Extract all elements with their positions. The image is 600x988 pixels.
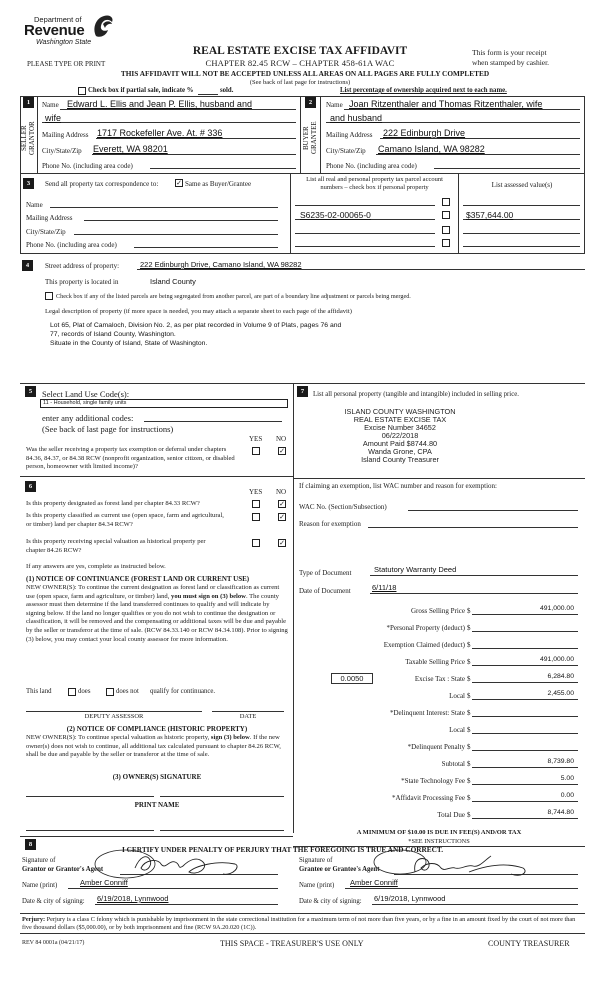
same-as-buyer-label: Same as Buyer/Grantee <box>185 180 252 188</box>
street-address-value[interactable]: 222 Edinburgh Drive, Camano Island, WA 98282 <box>140 260 302 269</box>
qualify-label: qualify for continuance. <box>150 688 216 695</box>
buyer-name-label: Name <box>326 101 343 109</box>
section-3-badge: 3 <box>23 178 34 189</box>
amount-label: Local <box>449 692 465 700</box>
exemption-question: Was the seller receiving a property tax exemption or deferral under chapters 84.36, 84.37, or 84.38 RCW (nonprofit organization, senior citizen, or disabled person, homeowner with limited income)? <box>26 446 235 470</box>
partial-sale-percent-field[interactable] <box>198 87 218 95</box>
land-use-select[interactable] <box>40 399 288 408</box>
local-rate-value: 0.0050 <box>340 674 364 683</box>
personal-property-checkbox[interactable] <box>442 226 450 234</box>
amount-label: Exemption Claimed (deduct) <box>383 641 465 649</box>
doc-type-label: Type of Document <box>299 569 352 577</box>
stamp-line: Amount Paid $8744.80 <box>362 439 438 448</box>
partial-sale-label: Check box if partial sale, indicate % <box>88 87 194 94</box>
buyer-city-value[interactable]: Camano Island, WA 98282 <box>378 144 485 154</box>
forest-no-checkbox[interactable]: ✓ <box>279 500 285 508</box>
seller-city-label: City/State/Zip <box>42 147 82 155</box>
grantor-label: GRANTOR <box>28 121 36 155</box>
grantee-date-label: Date & city of signing: <box>299 898 362 905</box>
amount-label: Taxable Selling Price <box>405 658 465 666</box>
doc-date-label: Date of Document <box>299 587 351 595</box>
corr-name-field[interactable] <box>50 199 278 208</box>
amount-label: Subtotal <box>441 760 465 768</box>
currency-symbol: $ <box>467 811 471 819</box>
parcel-header-2: numbers – check box if personal property <box>320 184 429 191</box>
seller-mailing-label: Mailing Address <box>42 131 89 139</box>
reason-field[interactable] <box>368 518 578 528</box>
segregated-checkbox[interactable] <box>45 292 53 300</box>
exemption-claim-label: If claiming an exemption, list WAC number and reason for exemption: <box>299 482 497 490</box>
grantee-sig-label-2: Grantee or Grantee's Agent <box>299 866 380 873</box>
receipt-note-2: when stamped by cashier. <box>472 58 550 67</box>
logo-state: Washington State <box>36 39 92 46</box>
notice-continuance-bold: you must sign on (3) below <box>171 592 246 600</box>
currency-symbol: $ <box>467 760 471 768</box>
amount-value: 491,000.00 <box>539 605 574 612</box>
amount-field[interactable] <box>472 622 578 632</box>
seller-name-line2[interactable]: wife <box>45 113 62 123</box>
corr-city-label: City/State/Zip <box>26 228 66 236</box>
parcel-number-value[interactable]: S6235-02-00065-0 <box>300 210 371 220</box>
seller-city-value[interactable]: Everett, WA 98201 <box>93 144 168 154</box>
does-not-label: does not <box>116 688 139 695</box>
amount-value: 8,739.80 <box>547 758 574 765</box>
amount-label: Gross Selling Price <box>410 607 465 615</box>
notice-compliance-title: (2) NOTICE OF COMPLIANCE (HISTORIC PROPERTY) <box>66 725 248 733</box>
assessed-value-field[interactable] <box>463 197 580 206</box>
currency-symbol: $ <box>467 607 471 615</box>
currency-symbol: $ <box>467 658 471 666</box>
form-id: REV 84 0001a (04/21/17) <box>22 940 85 946</box>
seller-mailing-value[interactable]: 1717 Rockefeller Ave. At. # 336 <box>97 128 223 138</box>
buyer-name-line1[interactable]: Joan Ritzenthaler and Thomas Ritzenthaler, wife <box>349 99 543 109</box>
amount-label: *Delinquent Interest: State <box>389 709 465 717</box>
amount-value: 491,000.00 <box>539 656 574 663</box>
does-not-checkbox[interactable] <box>106 688 114 696</box>
notice-continuance-text <box>26 584 288 644</box>
amount-value: 5.00 <box>560 775 574 782</box>
reason-label: Reason for exemption <box>299 520 361 528</box>
warning-text: THIS AFFIDAVIT WILL NOT BE ACCEPTED UNLESS ALL AREAS ON ALL PAGES ARE FULLY COMPLETED <box>120 69 490 78</box>
current-use-no-checkbox[interactable]: ✓ <box>279 513 285 521</box>
partial-sale-checkbox[interactable] <box>78 87 86 95</box>
grantor-date-value[interactable]: 6/19/2018, Lynnwood <box>97 894 169 903</box>
currency-symbol: $ <box>467 709 471 717</box>
historical-yes-checkbox[interactable] <box>252 539 260 547</box>
doc-date-value[interactable]: 6/11/18 <box>372 583 397 592</box>
corr-phone-field[interactable] <box>134 239 278 248</box>
stamp-line: ISLAND COUNTY WASHINGTON <box>344 407 456 416</box>
perjury-notice <box>22 916 584 932</box>
buyer-mailing-label: Mailing Address <box>326 131 373 139</box>
assessor-date-label: DATE <box>239 713 257 720</box>
notice-compliance-bold: sign (3) below <box>210 734 250 741</box>
corr-city-field[interactable] <box>74 226 278 235</box>
doc-type-value[interactable]: Statutory Warranty Deed <box>374 565 457 574</box>
perjury-text: Perjury is a class C felony which is punishable by imprisonment in the state correctional institution for a maximum term of not more than five years, or by a fine in an amount fixed by the court of not more than five thousand dollars ($5,000.00), or by both imprisonment and fine (RCW 9A.20.020 (1C)). <box>22 916 576 931</box>
section-2-badge: 2 <box>305 97 316 108</box>
buyer-label: BUYER <box>302 126 310 150</box>
currency-symbol: $ <box>467 675 471 683</box>
local-rate-box[interactable] <box>331 673 373 684</box>
form-title: REAL ESTATE EXCISE TAX AFFIDAVIT <box>192 45 408 57</box>
stamp-line: 06/22/2018 <box>381 431 419 440</box>
receipt-note-1: This form is your receipt <box>472 48 547 57</box>
stamp-line: Island County Treasurer <box>361 455 439 464</box>
historical-no-checkbox[interactable]: ✓ <box>279 539 285 547</box>
personal-property-checkbox[interactable] <box>442 239 450 247</box>
notice-continuance-title: (1) NOTICE OF CONTINUANCE (FOREST LAND OR CURRENT USE) <box>26 575 250 583</box>
assessed-value-field[interactable] <box>463 225 580 234</box>
assessed-header: List assessed value(s) <box>491 181 553 189</box>
assessed-value-field[interactable] <box>463 238 580 247</box>
exemption-yes-checkbox[interactable] <box>252 447 260 455</box>
buyer-name-line2[interactable]: and husband <box>330 113 383 123</box>
see-instructions-note: *SEE INSTRUCTIONS <box>408 838 470 845</box>
land-use-value: 11 - Household, single family units <box>43 400 127 406</box>
section-4-badge: 4 <box>22 260 33 271</box>
legal-description-line[interactable]: 77, records of Island County, Washington. <box>50 331 176 338</box>
corr-name-label: Name <box>26 201 43 209</box>
notice-compliance-text-b: . If the new owner(s) does not wish to continue, all additional tax calculated pursuant to chapter 84.26 RCW, shall be due and payable by the seller or transferor at the time of sale. <box>26 734 281 759</box>
stamp-line: Excise Number 34652 <box>364 423 436 432</box>
corr-mailing-field[interactable] <box>84 212 278 221</box>
legal-description-line[interactable]: Situate in the County of Island, State of Washington. <box>50 340 208 347</box>
this-land-label: This land <box>26 688 52 695</box>
amount-value: 0.00 <box>560 792 574 799</box>
personal-property-checkbox[interactable] <box>442 198 450 206</box>
historical-question: Is this property receiving special valuation as historical property per chapter 84.26 RCW? <box>26 538 206 554</box>
grantor-name-value[interactable]: Amber Conniff <box>80 878 128 887</box>
buyer-phone-field[interactable] <box>434 160 580 169</box>
seller-phone-label: Phone No. (including area code) <box>42 162 133 170</box>
owner-signature-label: (3) OWNER(S) SIGNATURE <box>112 773 202 781</box>
currency-symbol: $ <box>467 641 471 649</box>
grantor-sig-label-2: Grantor or Grantor's Agent <box>22 866 104 873</box>
amount-value: 2,455.00 <box>547 690 574 697</box>
parcel-number-field[interactable] <box>295 197 435 206</box>
personal-property-label: List all personal property (tangible and intangible) included in selling price. <box>313 391 519 398</box>
amount-value: 6,284.80 <box>547 673 574 680</box>
grantee-sig-label-1: Signature of <box>299 857 333 864</box>
currency-symbol: $ <box>467 794 471 802</box>
buyer-city-label: City/State/Zip <box>326 147 366 155</box>
deputy-assessor-label: DEPUTY ASSESSOR <box>84 713 144 720</box>
print-name-label: PRINT NAME <box>134 801 180 809</box>
amount-label: *State Technology Fee <box>401 777 465 785</box>
wac-field[interactable] <box>408 501 578 511</box>
no-header: NO <box>276 488 287 496</box>
treasurer-stamp <box>330 408 470 464</box>
amount-label: Local <box>449 726 465 734</box>
if-yes-note: If any answers are yes, complete as instructed below. <box>26 563 166 570</box>
see-back-note: (See back of last page for instructions) <box>249 79 351 86</box>
currency-symbol: $ <box>467 743 471 751</box>
located-in-value[interactable]: Island County <box>150 277 196 286</box>
currency-symbol: $ <box>467 777 471 785</box>
grantor-signature-icon <box>85 846 250 880</box>
amount-label: Excise Tax : State <box>414 675 465 683</box>
exemption-no-checkbox[interactable]: ✓ <box>279 447 285 455</box>
additional-codes-label: enter any additional codes: <box>42 413 134 423</box>
buyer-phone-label: Phone No. (including area code) <box>326 162 417 170</box>
currency-symbol: $ <box>467 692 471 700</box>
grantee-signature-icon <box>365 846 535 880</box>
notice-compliance-text-a: NEW OWNER(S): To continue special valuation as historic property, <box>26 734 210 741</box>
amount-field[interactable] <box>472 639 578 649</box>
amount-value: 8,744.80 <box>547 809 574 816</box>
form-subtitle: CHAPTER 82.45 RCW – CHAPTER 458-61A WAC <box>205 58 395 68</box>
stamp-line: REAL ESTATE EXCISE TAX <box>353 415 447 424</box>
section-5-badge: 5 <box>25 386 36 397</box>
corr-phone-label: Phone No. (including area code) <box>26 241 117 249</box>
assessed-value-value[interactable]: $357,644.00 <box>466 210 514 220</box>
currency-symbol: $ <box>467 624 471 632</box>
deputy-assessor-line[interactable] <box>26 711 202 712</box>
logo-dept: Department of <box>34 15 82 24</box>
revenue-logo <box>22 14 102 52</box>
amount-label: Total Due <box>437 811 465 819</box>
grantor-sig-label-1: Signature of <box>22 857 56 864</box>
perjury-bold: Perjury: <box>22 916 46 923</box>
grantee-name-value[interactable]: Amber Conniff <box>350 878 398 887</box>
forest-question: Is this property designated as forest land per chapter 84.33 RCW? <box>26 500 200 507</box>
parcel-number-field[interactable] <box>295 225 435 234</box>
grantee-label: GRANTEE <box>310 121 318 155</box>
section-8-badge: 8 <box>25 839 36 850</box>
owner-signature-line-2[interactable] <box>160 796 284 797</box>
does-checkbox[interactable] <box>68 688 76 696</box>
print-name-line[interactable] <box>26 830 154 831</box>
buyer-mailing-value[interactable]: 222 Edinburgh Drive <box>383 128 466 138</box>
corr-mailing-label: Mailing Address <box>26 214 73 222</box>
yes-header: YES <box>249 488 263 496</box>
segregated-label: Check box if any of the listed parcels are being segregated from another parcel, are part of a boundary line adjustment or parcels being merged. <box>56 293 411 300</box>
amount-field[interactable] <box>472 707 578 717</box>
forest-yes-checkbox[interactable] <box>252 500 260 508</box>
section-1-badge: 1 <box>23 97 34 108</box>
wac-label: WAC No. (Section/Subsection) <box>299 503 387 511</box>
land-use-label: Select Land Use Code(s): <box>42 389 130 399</box>
notice-continuance-text-a: NEW OWNER(S): To continue the current designation as forest land or classification as current use (open space, farm and agriculture, or timber) land, <box>26 584 280 600</box>
amount-label: *Delinquent Penalty <box>407 743 465 751</box>
amount-label: *Personal Property (deduct) <box>386 624 465 632</box>
grantor-name-label: Name (print) <box>22 882 58 889</box>
notice-continuance-text-b: . The county assessor must then determine if the land transferred continues to qualify and will indicate by signing below. If the land no longer qualifies or you do not wish to continue the designation or classification, it will be removed and the compensating or additional taxes will be due and payable by the seller or transferor at the time of sale. (RCW 84.33.140 or RCW 84.34.108). Prior to signing (3) below, you may contact your local county assessor for more information. <box>26 592 288 643</box>
logo-swirl-icon <box>92 14 114 38</box>
stamp-line: Wanda Grone, CPA <box>368 447 432 456</box>
grantor-date-label: Date & city of signing: <box>22 898 85 905</box>
notice-compliance-text <box>26 734 288 760</box>
seller-phone-field[interactable] <box>150 160 296 169</box>
see-back-instructions: (See back of last page for instructions) <box>42 424 174 434</box>
seller-name-line1[interactable]: Edward L. Ellis and Jean P. Ellis, husband and <box>67 99 252 109</box>
county-treasurer-label: COUNTY TREASURER <box>488 939 570 948</box>
logo-name: Revenue <box>24 22 85 39</box>
additional-codes-field[interactable] <box>144 412 282 422</box>
amount-field[interactable] <box>472 724 578 734</box>
same-as-buyer-checkbox[interactable]: ✓ <box>176 179 182 187</box>
no-header: NO <box>276 435 287 443</box>
grantee-date-value[interactable]: 6/19/2018, Lynnwood <box>374 894 446 903</box>
treasurer-use-only: THIS SPACE - TREASURER'S USE ONLY <box>220 939 364 948</box>
legal-description-line[interactable]: Lot 65, Plat of Camaloch, Division No. 2, as per plat recorded in Volume 9 of Plats, pages 76 and <box>50 322 342 329</box>
parcel-number-field[interactable] <box>295 238 435 247</box>
personal-property-checkbox[interactable] <box>442 211 450 219</box>
ownership-note: List percentage of ownership acquired next to each name. <box>340 87 507 94</box>
does-label: does <box>78 688 91 695</box>
section-7-badge: 7 <box>297 386 308 397</box>
partial-sale-suffix: sold. <box>220 87 234 94</box>
legal-description-label: Legal description of property (if more space is needed, you may attach a separate sheet to each page of the affidavit) <box>45 308 352 315</box>
assessor-date-line[interactable] <box>212 711 284 712</box>
current-use-question: Is this property classified as current use (open space, farm and agricultural, or timber) land per chapter 84.34 RCW? <box>26 512 224 528</box>
located-in-label: This property is located in <box>45 278 119 286</box>
grantee-name-label: Name (print) <box>299 882 335 889</box>
amount-label: *Affidavit Processing Fee <box>392 794 465 802</box>
send-correspondence-label: Send all property tax correspondence to: <box>45 180 159 188</box>
amount-field[interactable] <box>472 741 578 751</box>
section-6-badge: 6 <box>25 481 36 492</box>
parcel-header-1: List all real and personal property tax parcel account <box>306 176 443 183</box>
certify-statement: I CERTIFY UNDER PENALTY OF PERJURY THAT THE FOREGOING IS TRUE AND CORRECT. <box>122 845 444 854</box>
print-name-line-2[interactable] <box>160 830 284 831</box>
yes-header: YES <box>249 435 263 443</box>
seller-name-label: Name <box>42 101 59 109</box>
please-print: PLEASE TYPE OR PRINT <box>27 60 106 68</box>
minimum-note: A MINIMUM OF $10.00 IS DUE IN FEE(S) AND/OR TAX <box>356 829 522 836</box>
seller-label: SELLER <box>20 125 28 151</box>
owner-signature-line[interactable] <box>26 796 154 797</box>
current-use-yes-checkbox[interactable] <box>252 513 260 521</box>
street-address-label: Street address of property: <box>45 262 120 270</box>
currency-symbol: $ <box>467 726 471 734</box>
